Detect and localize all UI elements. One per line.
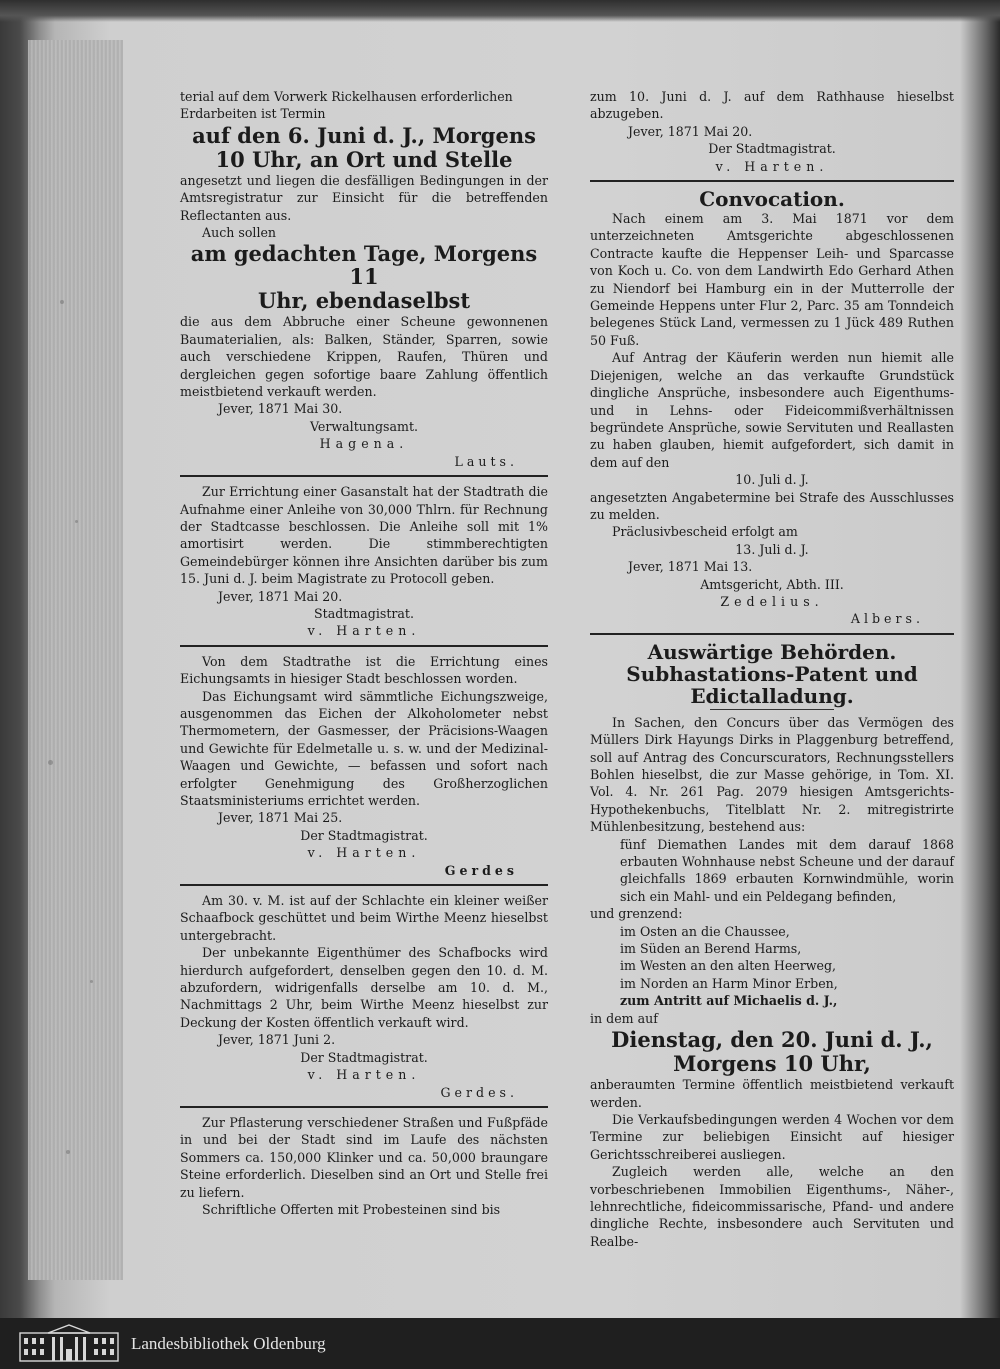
clerk: Gerdes	[444, 862, 518, 878]
separator	[180, 645, 548, 647]
paragraph: angesetzt und liegen die desfälligen Bedingungen in der Amtsregistratur zur Einsicht für die betreffenden Reflectanten aus.	[180, 172, 548, 223]
date-line: Jever, 1871 Mai 13.	[628, 559, 753, 575]
date-line: 13. Juli d. J.	[735, 541, 809, 557]
headline: Uhr, ebendaselbst	[257, 288, 471, 314]
office: Stadtmagistrat.	[314, 605, 414, 621]
headline: Dienstag, den 20. Juni d. J.,	[611, 1027, 933, 1053]
text-line: terial auf dem Vorwerk Rickelhausen erforderlichen	[180, 89, 513, 104]
section-title: Edictalladung.	[690, 683, 854, 708]
headline: 10 Uhr, an Ort und Stelle	[215, 146, 513, 172]
stain	[48, 760, 53, 765]
paragraph: Schriftliche Offerten mit Probesteinen sind bis	[202, 1201, 501, 1217]
signature: v. Harten.	[307, 623, 421, 639]
boundary-line: im Süden an Berend Harms,	[620, 941, 802, 957]
date-line: Jever, 1871 Mai 30.	[218, 401, 343, 417]
office: Amtsgericht, Abth. III.	[700, 576, 844, 592]
paragraph: zum 10. Juni d. J. auf dem Rathhause hieselbst abzugeben.	[590, 89, 954, 122]
section-title: Convocation.	[699, 187, 845, 212]
separator	[590, 633, 954, 635]
date-line: Jever, 1871 Mai 20.	[628, 123, 753, 139]
paragraph: Der unbekannte Eigenthümer des Schafbocks wird hierdurch aufgefordert, denselben gegen den 10. d. M. abzufordern, widrigenfalls derselbe am 10. d. M., Nachmittags 2 Uhr, beim Wirthe Meenz hieselbst zur Deckung der Kosten öffentlich verkauft wird.	[180, 945, 548, 1030]
signature: v. Harten.	[715, 158, 829, 174]
book-page-edges	[28, 40, 123, 1280]
headline: auf den 6. Juni d. J., Morgens	[192, 122, 536, 148]
text-line: und grenzend:	[590, 906, 683, 922]
text-line: Erdarbeiten ist Termin	[180, 106, 326, 122]
paragraph: Die Verkaufsbedingungen werden 4 Wochen vor dem Termine zur beliebigen Einsicht auf hiesiger Gerichtsschreiberei ausliegen.	[590, 1111, 954, 1162]
paragraph: In Sachen, den Concurs über das Vermögen des Müllers Dirk Hayungs Dirks in Plaggenburg betreffend, soll auf Antrag des Concurscurators, Rechnungsstellers Bohlen hieselbst, die zur Masse gehörige, in Tom. XI. Vol. 4. Nr. 261 Pag. 2079 hiesigen Amtsgerichts-Hypothekenbuchs, Titelblatt Nr. 2. mitregistrirte Mühlenbesitzung, bestehend aus:	[590, 714, 954, 835]
date-line: Jever, 1871 Juni 2.	[218, 1032, 336, 1048]
paragraph: Zur Errichtung einer Gasanstalt hat der Stadtrath die Aufnahme einer Anleihe von 30,000 Thlrn. für Rechnung der Stadtcasse beschlossen. Die Anleihe soll mit 1% amortisirt werden. Die stimmberechtigten Gemeindebürger können ihre Ansichten darüber bis zum 15. Juni d. J. beim Magistrate zu Protocoll geben.	[180, 484, 548, 587]
office: Der Stadtmagistrat.	[300, 1049, 428, 1065]
clerk: Gerdes.	[440, 1084, 518, 1100]
date-line: 10. Juli d. J.	[735, 472, 809, 488]
boundary-line: im Westen an den alten Heerweg,	[620, 958, 837, 974]
separator	[590, 180, 954, 182]
scan-top-edge	[0, 0, 1000, 22]
text-line: Präclusivbescheid erfolgt am	[612, 524, 798, 540]
boundary-line: im Osten an die Chaussee,	[620, 923, 790, 939]
paragraph: Das Eichungsamt wird sämmtliche Eichungszweige, ausgenommen das Eichen der Alkoholometer nebst Thermometern, der Gasmesser, der Präcisions-Waagen und Gewichte für Edelmetalle u. s. w. und der Medizinal-Waagen und Gewichte, — befassen und sofort nach erfolgter Genehmigung des Großherzoglichen Staatsministeriums errichtet werden.	[180, 688, 548, 808]
paragraph: Auf Antrag der Käuferin werden nun hiemit alle Diejenigen, welche an das verkaufte Grundstück dingliche Ansprüche, insbesondere auch Eigenthums- und in Lehns- oder Fideicommißverhältnissen begründete Ansprüche, sowie Servituten und Reallasten zu haben glauben, hiemit aufgefordert, sich damit in dem auf den	[590, 350, 954, 470]
paragraph: Nach einem am 3. Mai 1871 vor dem unterzeichneten Amtsgerichte abgeschlossenen Contracte kaufte die Heppenser Leih- und Sparcasse von Koch u. Co. von dem Landwirth Edo Gerhard Athen zu Niendorf bei Hamburg ein in der Mutterrolle der Gemeinde Heppens unter Flur 2, Parc. 35 am Tonndeich belegenes Stück Land, vermessen zu 1 Jück 489 Ruthen 50 Fuß.	[590, 211, 954, 348]
text-line: Auch sollen	[202, 225, 277, 241]
separator	[180, 1106, 548, 1108]
library-name: Landesbibliothek Oldenburg	[131, 1334, 326, 1353]
paragraph: angesetzten Angabetermine bei Strafe des Ausschlusses zu melden.	[590, 489, 954, 522]
stain	[90, 980, 93, 983]
paragraph: Zur Pflasterung verschiedener Straßen und Fußpfäde in und bei der Stadt sind im Laufe des nächsten Sommers ca. 150,000 Klinker und ca. 50,000 braungare Steine erforderlich. Dieselben sind an Ort und Stelle frei zu liefern.	[180, 1114, 548, 1200]
paragraph: fünf Diemathen Landes mit dem darauf 1868 erbauten Wohnhause nebst Scheune und der darauf gleichfalls 1869 erbauten Kornwindmühle, worin sich ein Mahl- und ein Peldegang befinden,	[620, 836, 954, 904]
stain	[60, 300, 64, 304]
headline: Morgens 10 Uhr,	[673, 1051, 871, 1077]
headline: am gedachten Tage, Morgens 11	[190, 241, 538, 290]
clerk: Lauts.	[454, 453, 518, 469]
right-column	[590, 88, 954, 1250]
clerk: Albers.	[850, 611, 924, 627]
library-footer	[0, 1318, 1000, 1369]
separator	[180, 475, 548, 477]
text-line: zum Antritt auf Michaelis d. J.,	[620, 993, 838, 1009]
stain	[66, 1150, 70, 1154]
office: Der Stadtmagistrat.	[300, 827, 428, 843]
title-underline	[710, 709, 834, 710]
library-building-icon	[18, 1323, 120, 1363]
paragraph: Am 30. v. M. ist auf der Schlachte ein kleiner weißer Schaafbock geschüttet und beim Wirthe Meenz hieselbst untergebracht.	[180, 893, 548, 943]
date-line: Jever, 1871 Mai 20.	[218, 588, 343, 604]
section-title: Subhastations-Patent und	[626, 661, 918, 686]
paragraph: Von dem Stadtrathe ist die Errichtung eines Eichungsamts in hiesiger Stadt beschlossen worden.	[180, 653, 548, 687]
paragraph: anberaumten Termine öffentlich meistbietend verkauft werden.	[590, 1077, 954, 1110]
stain	[75, 520, 78, 523]
left-column	[180, 88, 548, 1218]
paragraph: Zugleich werden alle, welche an den vorbeschriebenen Immobilien Eigenthums-, Näher-, lehnrechtliche, fideicommissarische, Pfand- und andere dingliche Rechte, insbesondere auch Servituten und Realbe-	[590, 1164, 954, 1249]
signature: v. Harten.	[307, 1067, 421, 1083]
date-line: Jever, 1871 Mai 25.	[218, 810, 343, 826]
separator	[180, 884, 548, 886]
signature: Hagena.	[319, 436, 409, 452]
text-line: in dem auf	[590, 1010, 658, 1026]
paragraph: die aus dem Abbruche einer Scheune gewonnenen Baumaterialien, als: Balken, Ständer, Sparren, sowie auch verschiedene Krippen, Raufen, Thüren und dergleichen gegen sofortige baare Zahlung öffentlich meistbietend verkauft werden.	[180, 314, 548, 400]
office: Der Stadtmagistrat.	[708, 141, 836, 157]
boundary-line: im Norden an Harm Minor Erben,	[620, 975, 838, 991]
signature: v. Harten.	[307, 845, 421, 861]
section-title: Auswärtige Behörden.	[647, 639, 897, 664]
office: Verwaltungsamt.	[309, 418, 419, 434]
signature: Zedelius.	[720, 593, 824, 609]
